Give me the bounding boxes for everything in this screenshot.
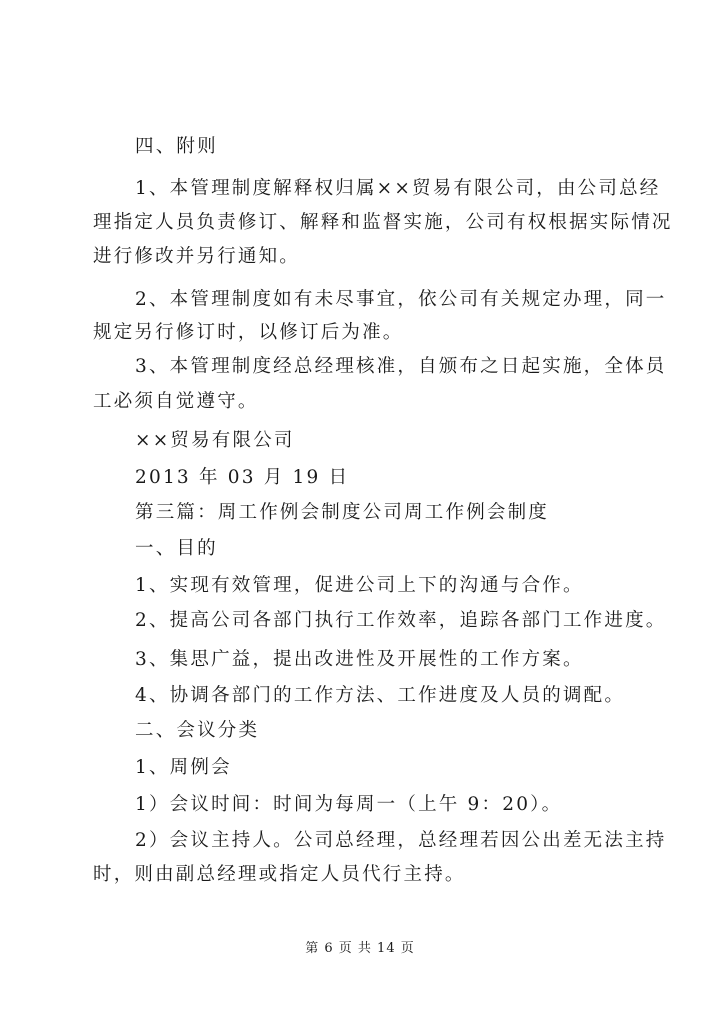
paragraph-line: 进行修改并另行通知。: [93, 246, 301, 267]
paragraph-line: 工必须自觉遵守。: [93, 391, 259, 412]
paragraph-line: 1）会议时间：时间为每周一（上午 9：20）。: [135, 794, 563, 815]
paragraph-line: 理指定人员负责修订、解释和监督实施，公司有权根据实际情况: [93, 212, 673, 233]
list-item: 2、提高公司各部门执行工作效率，追踪各部门工作进度。: [135, 610, 667, 631]
section-heading: 四、附则: [135, 136, 218, 157]
paragraph-line: 1、本管理制度解释权归属××贸易有限公司，由公司总经: [135, 178, 661, 199]
company-signature: ××贸易有限公司: [135, 430, 295, 451]
document-date: 2013 年 03 月 19 日: [135, 467, 350, 488]
section-heading: 二、会议分类: [135, 720, 260, 741]
list-item: 3、集思广益，提出改进性及开展性的工作方案。: [135, 649, 584, 670]
paragraph-line: 2）会议主持人。公司总经理，总经理若因公出差无法主持: [135, 830, 667, 851]
paragraph-line: 时，则由副总经理或指定人员代行主持。: [93, 864, 466, 885]
paragraph-line: 2、本管理制度如有未尽事宜，依公司有关规定办理，同一: [135, 289, 667, 310]
subsection-heading: 1、周例会: [135, 757, 232, 778]
page-number: 第 6 页 共 14 页: [305, 941, 415, 956]
list-item: 1、实现有效管理，促进公司上下的沟通与合作。: [135, 575, 584, 596]
section-heading: 一、目的: [135, 538, 218, 559]
list-item: 4、协调各部门的工作方法、工作进度及人员的调配。: [135, 685, 626, 706]
paragraph-line: 规定另行修订时，以修订后为准。: [93, 322, 404, 343]
paragraph-line: 3、本管理制度经总经理核准，自颁布之日起实施，全体员: [135, 356, 667, 377]
chapter-title: 第三篇：周工作例会制度公司周工作例会制度: [135, 502, 550, 523]
